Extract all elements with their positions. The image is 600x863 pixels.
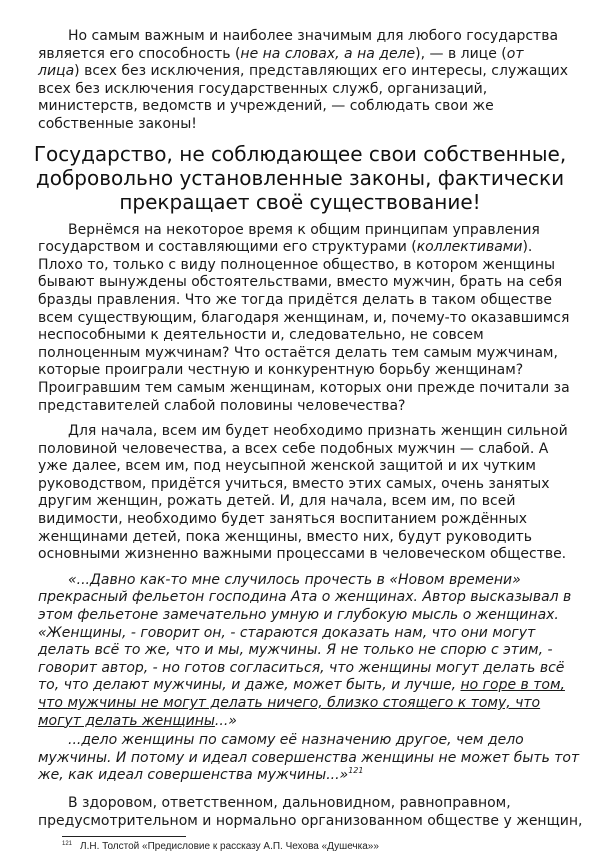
text-segment: полноценным мужчинам? Что остаётся делать тем самым мужчинам, [38, 344, 558, 361]
text-segment: «Женщины, - говорит он, - стараются доказать нам, что они могут [38, 624, 536, 641]
text-segment: видимости, необходимо будет заняться воспитанием рождённых [38, 511, 528, 528]
text-line [38, 257, 583, 275]
text-segment: не на словах, а на деле [240, 45, 416, 62]
text-segment: В здоровом, ответственном, дальновидном, равноправном, [68, 794, 511, 811]
text-segment: руководством, придётся учиться, вместо этих самых, очень занятых [38, 475, 550, 492]
text-line [38, 713, 583, 731]
text-line [38, 398, 583, 416]
text-line [38, 476, 583, 494]
text-line [38, 222, 583, 240]
footnote [62, 840, 580, 853]
text-segment: является его способность ( [38, 45, 241, 62]
text-segment: Для начала, всем им будет необходимо признать женщин сильной [68, 423, 568, 440]
heading-line: Государство, не соблюдающее свои собственные, [33, 141, 567, 166]
text-line [38, 327, 583, 345]
text-segment: Плохо то, только с виду полноценное общество, в котором женщины [38, 256, 556, 273]
text-line [38, 732, 583, 750]
text-segment: собственные законы! [38, 115, 197, 132]
text-segment: ) всех без исключения, представляющих его интересы, служащих [74, 63, 568, 80]
text-line [38, 362, 583, 380]
text-line [38, 572, 583, 590]
text-segment: ...дело женщины по самому её назначению другое, чем дело [68, 732, 524, 749]
text-segment: всем существующим, благодаря женщинам, и, почему-то оказавшимся [38, 309, 570, 326]
text-line [38, 750, 583, 768]
text-line [38, 116, 583, 134]
text-segment: что мужчины не могут делать ничего, близко стоящего к тому, что [38, 695, 541, 711]
text-line [38, 607, 583, 625]
text-segment: представителей слабой половины человечества? [38, 397, 406, 414]
quote-tolstoy-continued [38, 732, 583, 785]
text-line [38, 292, 583, 310]
heading-line: прекращает своё существование! [119, 189, 481, 214]
text-line [38, 274, 583, 292]
text-segment: неспособными к деятельности и, следовательно, не совсем [38, 327, 484, 344]
text-segment: предусмотрительном и нормально организованном обществе у женщин, [38, 812, 583, 829]
text-line [38, 546, 583, 564]
text-segment: могут делать женщины [38, 712, 215, 729]
text-line [38, 677, 583, 695]
text-line [38, 795, 583, 813]
text-line [38, 695, 583, 713]
text-line [38, 511, 583, 529]
text-segment: которые проиграли честную и конкурентную борьбу женщинам? [38, 362, 524, 379]
text-segment: Вернёмся на некоторое время к общим принципам управления [68, 221, 540, 238]
text-segment: бразды правления. Что же тогда придётся делать в таком обществе [38, 291, 552, 308]
text-line [38, 660, 583, 678]
text-segment: Но самым важным и наиболее значимым для любого государства [68, 28, 559, 44]
text-segment: «...Давно как-то мне случилось прочесть в «Новом времени» [68, 571, 521, 588]
paragraph-intro [38, 28, 583, 134]
text-segment: прекрасный фельетон господина Ата о женщинах. Автор высказывал в [38, 589, 572, 606]
text-line [38, 345, 583, 363]
text-segment: же, как идеал совершенства мужчины...» [38, 767, 349, 784]
text-line [38, 81, 583, 99]
text-segment: основными жизненно важными процессами в человеческом обществе. [38, 546, 567, 563]
text-line [38, 98, 583, 116]
footnote-divider [62, 836, 186, 837]
text-line [38, 380, 583, 398]
text-line [38, 642, 583, 660]
text-segment: мужчины. И потому и идеал совершенства женщины не может быть тот [38, 749, 580, 766]
text-segment: от [506, 45, 524, 62]
text-segment: бывают вынуждены обстоятельствами, вместо мужчин, брать на себя [38, 274, 563, 291]
quote-tolstoy [38, 572, 583, 730]
text-line [38, 493, 583, 511]
heading-line: добровольно установленные законы, фактически [35, 165, 565, 190]
text-segment: уже далее, всем им, под неусыпной женской защитой и их чутким [38, 458, 536, 475]
text-segment: лица [38, 63, 75, 80]
text-line [38, 625, 583, 643]
text-segment: делать всё то же, что и мы, мужчины. Я не только не спорю с этим, - [38, 642, 553, 659]
text-line [38, 46, 583, 64]
text-segment: министерств, ведомств и учреждений, — соблюдать свои же [38, 98, 494, 115]
text-segment: коллективами [416, 239, 523, 256]
text-line [38, 239, 583, 257]
text-segment: половиной человечества, а всех себе подобных мужчин — слабой. А [38, 440, 549, 457]
text-line [38, 63, 583, 81]
text-segment: говорит автор, - но готов согласиться, что женщины могут делать всё [38, 659, 565, 676]
text-line [38, 589, 583, 607]
text-line [38, 423, 583, 441]
paragraph-beginning [38, 423, 583, 564]
text-segment: женщинами детей, пока женщины, вместо них, будут руководить [38, 528, 532, 545]
text-segment: ). [522, 239, 533, 256]
text-segment: ...» [214, 712, 237, 729]
text-line [38, 529, 583, 547]
text-segment: Проигравшим тем самым женщинам, которых они прежде почитали за [38, 379, 570, 396]
text-segment: то, что делают мужчины, и даже, может быть, и лучше, [38, 677, 461, 694]
footnote-reference: 121 [348, 766, 364, 776]
text-segment: ), — в лице ( [415, 45, 507, 62]
text-segment: другим женщин, рожать детей. И, для начала, всем им, по всей [38, 493, 516, 510]
text-line [38, 767, 583, 785]
text-segment: государством и составляющими его структурами ( [38, 239, 417, 256]
text-line [38, 310, 583, 328]
text-segment: всех без исключения государственных служб, организаций, [38, 80, 488, 97]
text-line [38, 28, 583, 46]
paragraph-governance [38, 222, 583, 416]
text-line [38, 813, 583, 831]
text-line [38, 458, 583, 476]
text-segment: этом фельетоне замечательно умную и глубокую мысль о женщинах. [38, 607, 559, 624]
text-segment: но горе в том, [460, 677, 565, 694]
footnote-number: 121 [62, 841, 73, 848]
page-heading [0, 142, 600, 214]
text-line [38, 441, 583, 459]
paragraph-healthy-society [38, 795, 583, 830]
footnote-text: Л.Н. Толстой «Предисловие к рассказу А.П. Чехова «Душечка»» [80, 841, 379, 853]
